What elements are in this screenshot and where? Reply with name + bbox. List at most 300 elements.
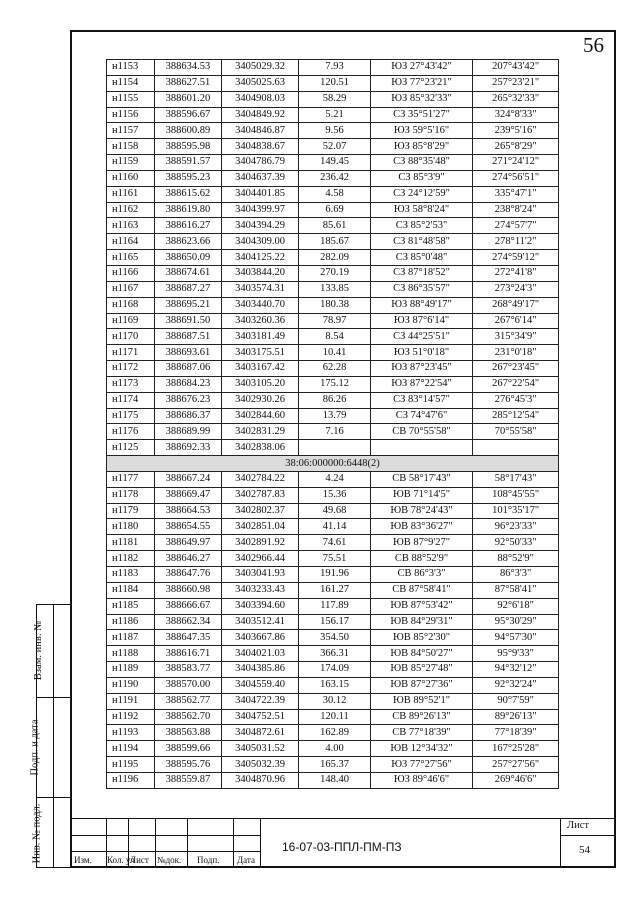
table-cell: 388649.97	[155, 535, 222, 551]
table-row	[107, 234, 559, 250]
table-row	[107, 503, 559, 519]
tb-label-kol-uch: Кол. уч	[107, 855, 135, 865]
table-cell: 87°58'41"	[473, 582, 559, 598]
table-cell: 273°24'3"	[473, 281, 559, 297]
table-cell: СЗ 44°25'51"	[370, 329, 473, 345]
table-cell: 3404309.00	[221, 234, 298, 250]
sheet-number: 54	[579, 844, 590, 856]
table-cell: СВ 89°26'13"	[370, 709, 473, 725]
table-cell: СВ 88°52'9"	[370, 551, 473, 567]
table-row	[107, 471, 559, 487]
table-cell: 388647.35	[155, 630, 222, 646]
table-cell: ЮЗ 59°5'16"	[370, 123, 473, 139]
table-cell: н1185	[107, 598, 155, 614]
table-cell: 388619.80	[155, 202, 222, 218]
table-cell: 388654.55	[155, 519, 222, 535]
table-cell: 88°52'9"	[473, 551, 559, 567]
table-cell: н1191	[107, 693, 155, 709]
table-cell: СЗ 85°0'48"	[370, 250, 473, 266]
table-cell: 274°59'12"	[473, 250, 559, 266]
table-cell: 163.15	[299, 677, 370, 693]
table-row	[107, 440, 559, 456]
table-cell: 3402838.06	[221, 440, 298, 456]
table-row	[107, 519, 559, 535]
table-cell: 96°23'33"	[473, 519, 559, 535]
table-cell: н1195	[107, 757, 155, 773]
table-cell: ЮВ 87°53'42"	[370, 598, 473, 614]
table-cell: ЮЗ 58°8'24"	[370, 202, 473, 218]
table-cell: 324°8'33"	[473, 107, 559, 123]
table-cell: 120.11	[299, 709, 370, 725]
table-row	[107, 218, 559, 234]
table-row	[107, 757, 559, 773]
table-cell: 236.42	[299, 170, 370, 186]
table-cell: н1182	[107, 551, 155, 567]
table-cell: н1173	[107, 376, 155, 392]
table-cell: 30.12	[299, 693, 370, 709]
table-cell: 3404637.39	[221, 170, 298, 186]
table-cell: 3402966.44	[221, 551, 298, 567]
table-cell: 3402802.37	[221, 503, 298, 519]
table-cell: 161.27	[299, 582, 370, 598]
table-cell: н1169	[107, 313, 155, 329]
table-cell: ЮЗ 85°32'33"	[370, 91, 473, 107]
table-cell: 95°30'29"	[473, 614, 559, 630]
table-cell: н1170	[107, 329, 155, 345]
table-cell: СЗ 85°3'9"	[370, 170, 473, 186]
table-row	[107, 361, 559, 377]
table-row	[107, 91, 559, 107]
table-row	[107, 376, 559, 392]
table-cell: 90°7'59"	[473, 693, 559, 709]
table-cell: 265°32'33"	[473, 91, 559, 107]
table-cell: ЮВ 89°52'1"	[370, 693, 473, 709]
table-cell: 388601.20	[155, 91, 222, 107]
table-cell: 149.45	[299, 155, 370, 171]
table-cell: 388596.67	[155, 107, 222, 123]
table-cell: 9.56	[299, 123, 370, 139]
table-cell: 3404559.40	[221, 677, 298, 693]
table-cell: 335°47'1"	[473, 186, 559, 202]
table-cell: н1163	[107, 218, 155, 234]
table-cell: 285°12'54"	[473, 408, 559, 424]
table-cell: 3404399.97	[221, 202, 298, 218]
table-cell: 388687.27	[155, 281, 222, 297]
table-cell: н1155	[107, 91, 155, 107]
table-cell: 388667.24	[155, 471, 222, 487]
table-cell: 3404752.51	[221, 709, 298, 725]
table-cell: 162.89	[299, 725, 370, 741]
table-row	[107, 250, 559, 266]
table-cell: СЗ 35°51'27"	[370, 107, 473, 123]
table-cell: 3402930.26	[221, 392, 298, 408]
table-row	[107, 60, 559, 76]
table-row	[107, 75, 559, 91]
table-row	[107, 535, 559, 551]
table-cell: 101°35'17"	[473, 503, 559, 519]
document-code: 16-07-03-ППЛ-ПМ-ПЗ	[282, 840, 402, 854]
table-row	[107, 772, 559, 788]
table-cell: н1156	[107, 107, 155, 123]
table-cell: н1189	[107, 662, 155, 678]
table-cell: 175.12	[299, 376, 370, 392]
table-cell: 92°6'18"	[473, 598, 559, 614]
table-row	[107, 139, 559, 155]
table-cell: СВ 86°3'3"	[370, 567, 473, 583]
side-cell-inv-orig	[31, 797, 70, 869]
table-cell: ЮЗ 89°46'6"	[370, 772, 473, 788]
side-label-vzam: Взам. инв. №	[33, 620, 45, 681]
tb-label-izm: Изм.	[74, 855, 92, 865]
table-row	[107, 408, 559, 424]
table-cell: н1160	[107, 170, 155, 186]
table-row	[107, 297, 559, 313]
table-cell: 388693.61	[155, 345, 222, 361]
table-cell: 388666.67	[155, 598, 222, 614]
table-cell: 92°50'33"	[473, 535, 559, 551]
table-cell: 3404385.86	[221, 662, 298, 678]
table-cell: 3403041.93	[221, 567, 298, 583]
table-cell: СВ 87°58'41"	[370, 582, 473, 598]
table-cell: 3404786.79	[221, 155, 298, 171]
table-row	[107, 107, 559, 123]
table-cell: 315°34'9"	[473, 329, 559, 345]
table-cell: 388664.53	[155, 503, 222, 519]
table-cell: 13.79	[299, 408, 370, 424]
table-cell: н1161	[107, 186, 155, 202]
table-cell: 388634.53	[155, 60, 222, 76]
table-cell: 92°32'24"	[473, 677, 559, 693]
table-cell: 108°45'55"	[473, 487, 559, 503]
table-cell: ЮВ 87°9'27"	[370, 535, 473, 551]
table-cell: 3404872.61	[221, 725, 298, 741]
table-cell: 388686.37	[155, 408, 222, 424]
table-cell: ЮВ 85°27'48"	[370, 662, 473, 678]
table-cell: 3405025.63	[221, 75, 298, 91]
table-cell: 3404722.39	[221, 693, 298, 709]
table-cell: ЮВ 71°14'5"	[370, 487, 473, 503]
table-cell	[299, 440, 370, 456]
table-cell: 86.26	[299, 392, 370, 408]
table-cell: 3403233.43	[221, 582, 298, 598]
table-cell: 4.58	[299, 186, 370, 202]
table-cell: ЮЗ 77°27'56"	[370, 757, 473, 773]
table-cell: н1181	[107, 535, 155, 551]
table-cell: 3402787.83	[221, 487, 298, 503]
table-cell: 272°41'8"	[473, 265, 559, 281]
table-cell: 58.29	[299, 91, 370, 107]
table-cell: 3402784.22	[221, 471, 298, 487]
table-cell: 10.41	[299, 345, 370, 361]
table-cell: 191.96	[299, 567, 370, 583]
table-cell: 388662.34	[155, 614, 222, 630]
table-cell: 388627.51	[155, 75, 222, 91]
table-cell: 174.09	[299, 662, 370, 678]
table-cell: 4.24	[299, 471, 370, 487]
table-cell: 74.61	[299, 535, 370, 551]
table-row	[107, 265, 559, 281]
table-cell: СЗ 87°18'52"	[370, 265, 473, 281]
table-row	[107, 392, 559, 408]
table-cell: ЮЗ 51°0'18"	[370, 345, 473, 361]
table-cell: СЗ 88°35'48"	[370, 155, 473, 171]
table-cell: 388616.27	[155, 218, 222, 234]
table-cell: ЮЗ 87°23'45"	[370, 361, 473, 377]
table-cell: 94°57'30"	[473, 630, 559, 646]
tb-label-data: Дата	[237, 855, 255, 865]
table-cell: 265°8'29"	[473, 139, 559, 155]
tb-label-list: Лист	[130, 855, 149, 865]
side-cell-vzam	[33, 605, 70, 697]
table-cell: н1157	[107, 123, 155, 139]
table-cell: 278°11'2"	[473, 234, 559, 250]
table-cell: 3402891.92	[221, 535, 298, 551]
table-cell: СЗ 74°47'6"	[370, 408, 473, 424]
table-cell: ЮВ 84°50'27"	[370, 646, 473, 662]
table-cell: ЮВ 85°2'30"	[370, 630, 473, 646]
table-cell: 62.28	[299, 361, 370, 377]
table-cell: 388695.21	[155, 297, 222, 313]
coordinates-table	[106, 59, 559, 789]
table-cell: 388583.77	[155, 662, 222, 678]
table-cell: СВ 77°18'39"	[370, 725, 473, 741]
table-cell: н1193	[107, 725, 155, 741]
table-cell: 52.07	[299, 139, 370, 155]
table-cell: 3402851.04	[221, 519, 298, 535]
table-cell: 78.97	[299, 313, 370, 329]
table-cell: 231°0'18"	[473, 345, 559, 361]
table-cell: 3404394.29	[221, 218, 298, 234]
table-cell: 49.68	[299, 503, 370, 519]
table-cell: н1177	[107, 471, 155, 487]
table-cell: 5.21	[299, 107, 370, 123]
table-cell: 207°43'42"	[473, 60, 559, 76]
table-cell: н1175	[107, 408, 155, 424]
table-cell: н1154	[107, 75, 155, 91]
table-cell: ЮВ 12°34'32"	[370, 741, 473, 757]
table-cell: 276°45'3"	[473, 392, 559, 408]
table-cell: 3403667.86	[221, 630, 298, 646]
table-row	[107, 424, 559, 440]
table-row	[107, 614, 559, 630]
table-cell: н1172	[107, 361, 155, 377]
table-cell: 274°57'7"	[473, 218, 559, 234]
table-cell: 3404870.96	[221, 772, 298, 788]
table-cell: СЗ 86°35'57"	[370, 281, 473, 297]
table-cell: 269°46'6"	[473, 772, 559, 788]
table-cell: 70°55'58"	[473, 424, 559, 440]
table-cell: 3403394.60	[221, 598, 298, 614]
table-cell: н1178	[107, 487, 155, 503]
table-cell: 388669.47	[155, 487, 222, 503]
table-cell: 267°23'45"	[473, 361, 559, 377]
table-row	[107, 202, 559, 218]
table-cell: н1176	[107, 424, 155, 440]
section-header-row	[107, 456, 559, 472]
table-row	[107, 677, 559, 693]
table-cell: 95°9'33"	[473, 646, 559, 662]
table-cell: 3403574.31	[221, 281, 298, 297]
table-row	[107, 662, 559, 678]
table-cell: 15.36	[299, 487, 370, 503]
table-row	[107, 281, 559, 297]
table-cell: СВ 58°17'43"	[370, 471, 473, 487]
table-cell: 3404401.85	[221, 186, 298, 202]
table-cell: 3403512.41	[221, 614, 298, 630]
table-cell: 4.00	[299, 741, 370, 757]
table-cell: 388660.98	[155, 582, 222, 598]
table-cell: 3403167.42	[221, 361, 298, 377]
table-cell: ЮВ 84°29'31"	[370, 614, 473, 630]
table-cell: 257°27'56"	[473, 757, 559, 773]
table-cell: 3403181.49	[221, 329, 298, 345]
table-cell: ЮЗ 87°22'54"	[370, 376, 473, 392]
table-cell: 388615.62	[155, 186, 222, 202]
table-cell: 3405029.32	[221, 60, 298, 76]
table-cell: н1194	[107, 741, 155, 757]
table-cell: 3404908.03	[221, 91, 298, 107]
table-row	[107, 598, 559, 614]
table-cell: н1188	[107, 646, 155, 662]
table-cell: 3404838.67	[221, 139, 298, 155]
table-cell: 3405031.52	[221, 741, 298, 757]
table-cell: 271°24'12"	[473, 155, 559, 171]
table-cell: 388692.33	[155, 440, 222, 456]
table-cell: 388689.99	[155, 424, 222, 440]
table-cell: 388616.71	[155, 646, 222, 662]
table-cell: 148.40	[299, 772, 370, 788]
table-cell: н1168	[107, 297, 155, 313]
table-cell: СЗ 85°2'53"	[370, 218, 473, 234]
table-row	[107, 741, 559, 757]
table-cell: 388623.66	[155, 234, 222, 250]
table-cell: СЗ 81°48'58"	[370, 234, 473, 250]
table-cell: 3404849.92	[221, 107, 298, 123]
table-cell: 77°18'39"	[473, 725, 559, 741]
tb-label-ndok: №док.	[157, 855, 182, 865]
table-cell: 388687.06	[155, 361, 222, 377]
table-cell: н1125	[107, 440, 155, 456]
table-cell: 238°8'24"	[473, 202, 559, 218]
table-cell: н1196	[107, 772, 155, 788]
table-cell: н1179	[107, 503, 155, 519]
table-cell: 388563.88	[155, 725, 222, 741]
table-cell: 7.16	[299, 424, 370, 440]
sheet-label: Лист	[567, 820, 589, 831]
table-cell: н1162	[107, 202, 155, 218]
table-cell	[370, 440, 473, 456]
table-cell: н1180	[107, 519, 155, 535]
table-cell: 388595.23	[155, 170, 222, 186]
table-cell: 274°56'51"	[473, 170, 559, 186]
table-cell: 257°23'21"	[473, 75, 559, 91]
table-cell: 3403844.20	[221, 265, 298, 281]
table-row	[107, 567, 559, 583]
table-cell: 366.31	[299, 646, 370, 662]
table-cell: 120.51	[299, 75, 370, 91]
table-cell: 388562.77	[155, 693, 222, 709]
table-cell: 7.93	[299, 60, 370, 76]
table-cell: 388650.09	[155, 250, 222, 266]
table-cell: 388674.61	[155, 265, 222, 281]
table-cell: 388591.57	[155, 155, 222, 171]
table-row	[107, 186, 559, 202]
table-cell: 117.89	[299, 598, 370, 614]
table-row	[107, 551, 559, 567]
side-label-inv-orig: Инв. № подл.	[31, 803, 43, 863]
table-cell: н1174	[107, 392, 155, 408]
table-row	[107, 725, 559, 741]
table-cell: 3405032.39	[221, 757, 298, 773]
table-cell: 41.14	[299, 519, 370, 535]
table-cell: 8.54	[299, 329, 370, 345]
table-cell: 388676.23	[155, 392, 222, 408]
table-cell: ЮВ 78°24'43"	[370, 503, 473, 519]
table-cell: 94°32'12"	[473, 662, 559, 678]
table-cell: 388570.00	[155, 677, 222, 693]
table-cell: 267°22'54"	[473, 376, 559, 392]
table-cell: 388559.87	[155, 772, 222, 788]
page-number: 56	[583, 33, 604, 57]
table-cell: 268°49'17"	[473, 297, 559, 313]
table-cell: ЮЗ 88°49'17"	[370, 297, 473, 313]
table-cell: 86°3'3"	[473, 567, 559, 583]
table-cell: 282.09	[299, 250, 370, 266]
table-cell: 85.61	[299, 218, 370, 234]
table-cell: н1190	[107, 677, 155, 693]
table-cell: ЮЗ 87°6'14"	[370, 313, 473, 329]
table-row	[107, 170, 559, 186]
table-cell: 388684.23	[155, 376, 222, 392]
table-cell: 3404021.03	[221, 646, 298, 662]
side-stamp	[29, 604, 70, 868]
table-cell: 3403175.51	[221, 345, 298, 361]
table-cell: н1186	[107, 614, 155, 630]
table-cell: 3402831.29	[221, 424, 298, 440]
table-cell: 267°6'14"	[473, 313, 559, 329]
table-row	[107, 329, 559, 345]
table-cell: 6.69	[299, 202, 370, 218]
table-cell: 3403260.36	[221, 313, 298, 329]
table-cell: 185.67	[299, 234, 370, 250]
table-cell: ЮЗ 27°43'42"	[370, 60, 473, 76]
table-cell: 3404125.22	[221, 250, 298, 266]
table-cell: н1187	[107, 630, 155, 646]
table-cell: СЗ 24°12'59"	[370, 186, 473, 202]
table-cell: ЮВ 83°36'27"	[370, 519, 473, 535]
table-cell: 388646.27	[155, 551, 222, 567]
table-row	[107, 313, 559, 329]
table-cell: н1183	[107, 567, 155, 583]
table-cell: 239°5'16"	[473, 123, 559, 139]
table-cell: н1192	[107, 709, 155, 725]
section-header: 38:06:000000:6448(2)	[107, 456, 559, 472]
tb-label-podp: Подп.	[197, 855, 220, 865]
table-cell: 58°17'43"	[473, 471, 559, 487]
table-cell: 388687.51	[155, 329, 222, 345]
table-cell: 388600.89	[155, 123, 222, 139]
table-cell: ЮВ 87°27'36"	[370, 677, 473, 693]
table-cell: 156.17	[299, 614, 370, 630]
table-cell: СЗ 83°14'57"	[370, 392, 473, 408]
table-cell: 180.38	[299, 297, 370, 313]
table-row	[107, 345, 559, 361]
table-cell: 3402844.60	[221, 408, 298, 424]
table-cell: 354.50	[299, 630, 370, 646]
table-row	[107, 646, 559, 662]
table-cell: 3403105.20	[221, 376, 298, 392]
side-label-sign-date: Подп. и дата	[29, 718, 41, 776]
